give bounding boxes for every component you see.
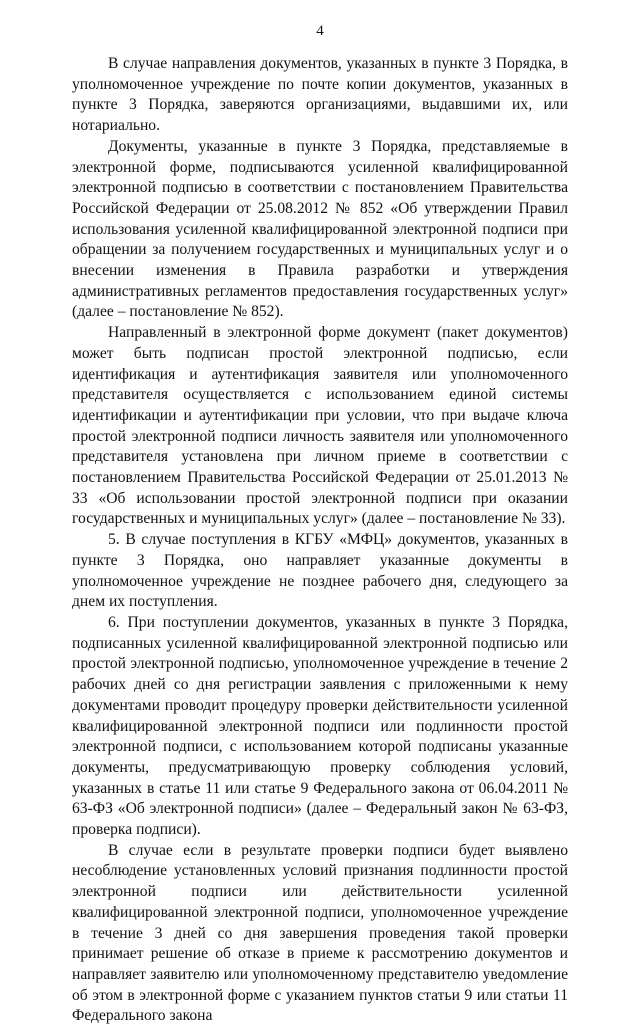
paragraph-simple-signature: Направленный в электронной форме документ (пакет документов) может быть подписан простой электронной подписью, если идентификация и аутентификация заявителя или уполномоченного представителя осуществляется с использованием единой системы идентификации и аутентификации при условии, что при выдаче ключа простой электронной подписи личность заявителя или уполномоченного представителя установлена при личном приеме в соответствии с постановлением Правительства Российской Федерации от 25.01.2013 № 33 «Об использовании простой электронной подписи при оказании государственных и муниципальных услуг» (далее – постановление № 33). [72, 324, 568, 528]
paragraph-signature-check-refusal: В случае если в результате проверки подписи будет выявлено несоблюдение установленных условий признания подлинности простой электронной подписи или действительности усиленной квалифицированной электронной подписи, уполномоченное учреждение в течение 3 дней со дня завершения проведения такой проверки принимает решение об отказе в приеме к рассмотрению документов и направляет заявителю или уполномоченному представителю уведомление об этом в электронной форме с указанием пунктов статьи 9 или статьи 11 Федерального закона [72, 841, 568, 1025]
paragraph-item-5: 5. В случае поступления в КГБУ «МФЦ» документов, указанных в пункте 3 Порядка, оно направляет указанные документы в уполномоченное учреждение не позднее рабочего дня, следующего за днем их поступления. [72, 531, 568, 611]
paragraph-copies-by-mail: В случае направления документов, указанных в пункте 3 Порядка, в уполномоченное учреждение по почте копии документов, указанных в пункте 3 Порядка, заверяются организациями, выдавшими их, или нотариально. [72, 55, 568, 135]
paragraph-qualified-signature: Документы, указанные в пункте 3 Порядка, представляемые в электронной форме, подписываются усиленной квалифицированной электронной подписью в соответствии с постановлением Правительства Российской Федерации от 25.08.2012 № 852 «Об утверждении Правил использования усиленной квалифицированной электронной подписи при обращении за получением государственных и муниципальных услуг и о внесении изменения в Правила разработки и утверждения административных регламентов предоставления государственных услуг» (далее – постановление № 852). [72, 137, 568, 321]
paragraph-item-6: 6. При поступлении документов, указанных в пункте 3 Порядка, подписанных усиленной квалифицированной электронной подписью или простой электронной подписью, уполномоченное учреждение в течение 2 рабочих дней со дня регистрации заявления с приложенными к нему документами проводит процедуру проверки действительности усиленной квалифицированной электронной подписи или подлинности простой электронной подписи, с использованием которой подписаны указанные документы, предусматривающую проверку соблюдения условий, указанных в статье 11 или статье 9 Федерального закона от 06.04.2011 № 63-ФЗ «Об электронной подписи» (далее – Федеральный закон № 63-ФЗ, проверка подписи). [72, 613, 568, 839]
page-number: 4 [316, 23, 324, 39]
